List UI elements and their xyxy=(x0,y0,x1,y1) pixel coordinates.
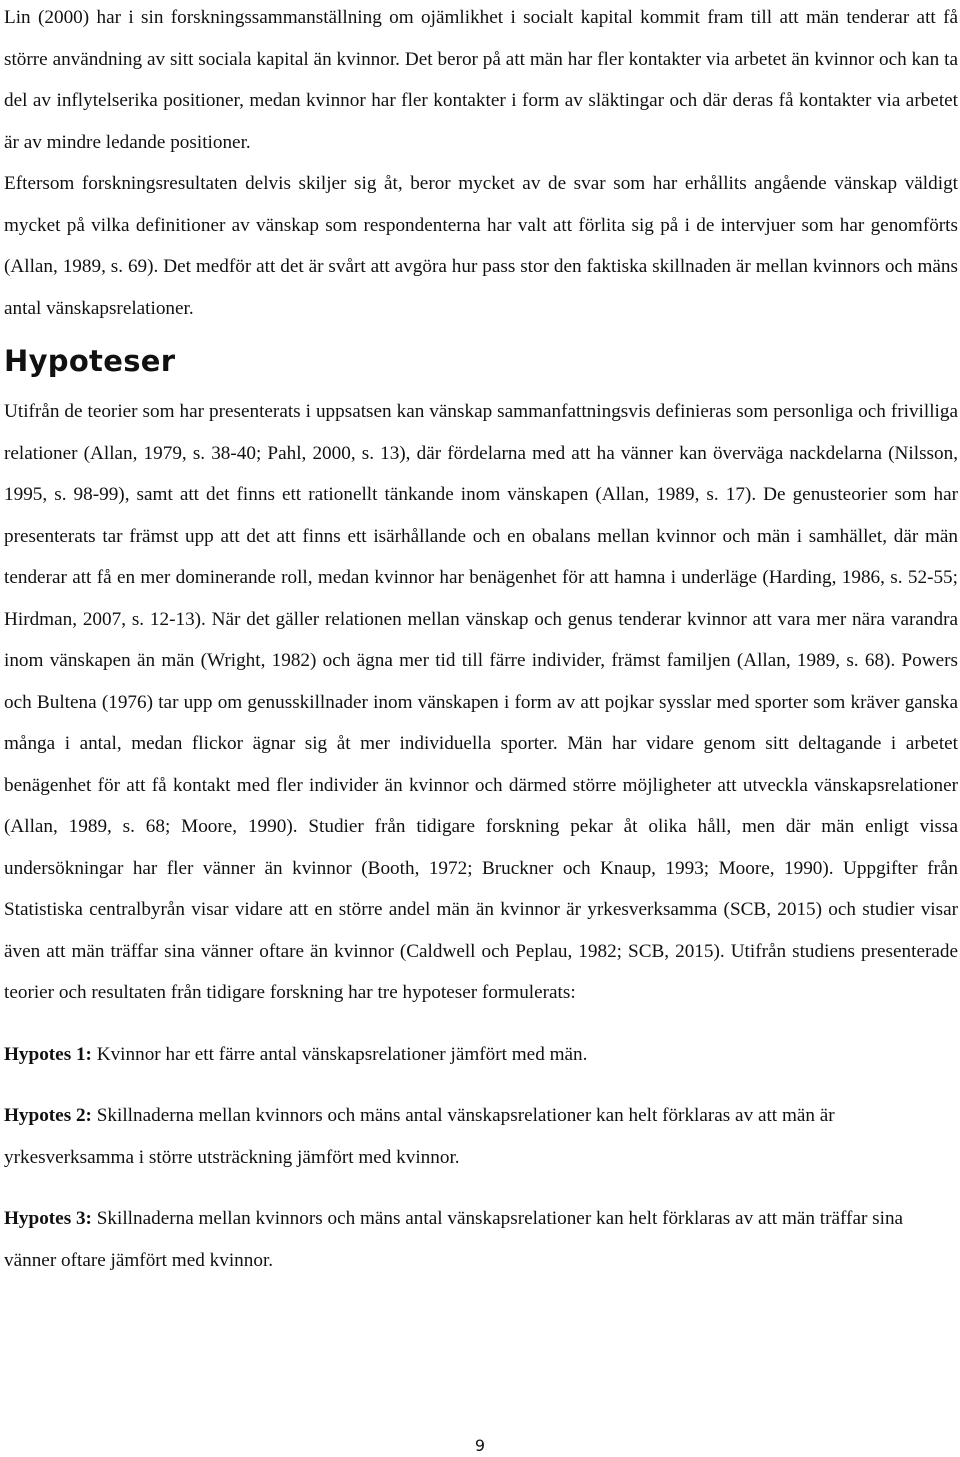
hypothesis-1 xyxy=(4,1034,958,1076)
hypothesis-3-text: Skillnaderna mellan kvinnors och mäns antal vänskapsrelationer kan helt förklaras av att män träffar sina vänner oftare jämfört med kvinnor. xyxy=(4,1208,904,1271)
hypothesis-2-label: Hypotes 2: xyxy=(4,1105,92,1126)
body-paragraph-social-capital: Lin (2000) har i sin forskningssammanställning om ojämlikhet i socialt kapital kommit fram till att män tenderar att få större användning av sitt sociala kapital än kvinnor. Det beror på att män har fler kontakter via arbetet än kvinnor och kan ta del av inflytelserika positioner, medan kvinnor har fler kontakter i form av släktingar och där deras få kontakter via arbetet är av mindre ledande positioner. xyxy=(4,7,958,153)
hypothesis-3-label: Hypotes 3: xyxy=(4,1208,92,1229)
hypothesis-2-text: Skillnaderna mellan kvinnors och mäns antal vänskapsrelationer kan helt förklaras av att män är yrkesverksamma i större utsträckning jämfört med kvinnor. xyxy=(4,1105,835,1168)
hypothesis-1-label: Hypotes 1: xyxy=(4,1043,92,1065)
hypothesis-2 xyxy=(4,1095,958,1178)
hypothesis-1-text: Kvinnor har ett färre antal vänskapsrelationer jämfört med män. xyxy=(91,1043,588,1065)
page-number: 9 xyxy=(474,1436,486,1455)
section-heading-hypoteser: Hypoteser xyxy=(4,344,176,378)
hypothesis-3 xyxy=(4,1198,958,1281)
body-paragraph-friendship-definitions: Eftersom forskningsresultaten delvis skiljer sig åt, beror mycket av de svar som har erhållits angående vänskap väldigt mycket på vilka definitioner av vänskap som respondenterna har valt att förlita sig på i de intervjuer som har genomförts (Allan, 1989, s. 69). Det medför att det är svårt att avgöra hur pass stor den faktiska skillnaden är mellan kvinnors och mäns antal vänskapsrelationer. xyxy=(4,173,958,319)
document-page xyxy=(4,0,958,1281)
section-paragraph-summary: Utifrån de teorier som har presenterats i uppsatsen kan vänskap sammanfattningsvis definieras som personliga och frivilliga relationer (Allan, 1979, s. 38-40; Pahl, 2000, s. 13), där fördelarna med att ha vänner kan överväga nackdelarna (Nilsson, 1995, s. 98-99), samt att det finns ett rationellt tänkande inom vänskapen (Allan, 1989, s. 17). De genusteorier som har presenterats tar främst upp att det att finns ett isärhållande och en obalans mellan kvinnor och män i samhället, där män tenderar att få en mer dominerande roll, medan kvinnor har benägenhet för att hamna i underläge (Harding, 1986, s. 52-55; Hirdman, 2007, s. 12-13). När det gäller relationen mellan vänskap och genus tenderar kvinnor att vara mer nära varandra inom vänskapen än män (Wright, 1982) och ägna mer tid till färre individer, främst familjen (Allan, 1989, s. 68). Powers och Bultena (1976) tar upp om genusskillnader inom vänskapen i form av att pojkar sysslar med sporter som kräver ganska många i antal, medan flickor ägnar sig åt mer individuella sporter. Män har vidare genom sitt deltagande i arbetet benägenhet för att få kontakt med fler individer än kvinnor och därmed större möjligheter att utveckla vänskapsrelationer (Allan, 1989, s. 68; Moore, 1990). Studier från tidigare forskning pekar åt olika håll, men där män enligt vissa undersökningar har fler vänner än kvinnor (Booth, 1972; Bruckner och Knaup, 1993; Moore, 1990). Uppgifter från Statistiska centralbyrån visar vidare att en större andel män än kvinnor är yrkesverksamma (SCB, 2015) och studier visar även att män träffar sina vänner oftare än kvinnor (Caldwell och Peplau, 1982; SCB, 2015). Utifrån studiens presenterade teorier och resultaten från tidigare forskning har tre hypoteser formulerats: xyxy=(4,401,958,1003)
